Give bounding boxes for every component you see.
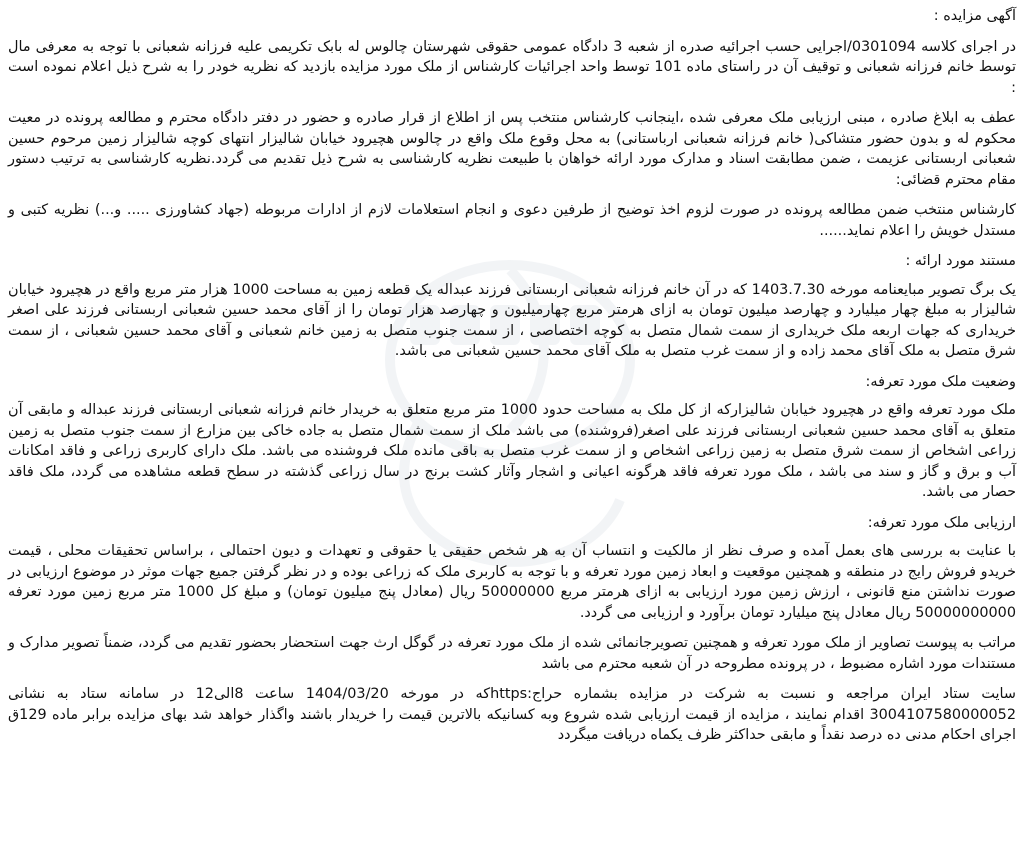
property-status-paragraph: ملک مورد تعرفه واقع در هچیرود خیابان شالیزارکه از کل ملک به مساحت حدود 1000 متر مربع متعلق به خریدار خانم فرزانه شعبانی اربستانی فرزند عبداله و مابقی آن متعلق به آقای محمد حسین شعبانی اربستانی فرزند علی اصغر(فروشنده) می باشد ملک از سمت شمال متصل به جاده خاکی بین مزارع از سمت جنوب متصل به زمین زراعی اشخاص از سمت شرق متصل به زمین زراعی اشخاص و از سمت غرب متصل به باقی مانده ملک فروشنده می باشد. ملک دارای کاربری زراعی و فاقد امکانات آب و برق و گاز و سند می باشد ، ملک مورد تعرفه فاقد هرگونه اعیانی و اشجار وآثار کشت برنج در سال زراعی گذشته در سطح قطعه مشاهده می گردد، ملک فاقد حصار می باشد. xyxy=(8,402,1016,500)
notice-title: آگهی مزایده : xyxy=(933,8,1016,24)
auction-details-paragraph: سایت ستاد ایران مراجعه و نسبت به شرکت در مزایده بشماره حراج:httpsکه در مورخه 1404/03/20 ساعت 8الی12 در سامانه ستاد به نشانی 3004107580000052 اقدام نمایند ، مزایده از قیمت ارزیابی شده شروع وبه کسانیکه بالاترین قیمت را خریدار باشند واگذار خواهد شد بهای مزایده برابر ماده 129ق اجرای احکام مدنی ده درصد نقداً و مابقی حداکثر ظرف یکماه دریافت میگردد xyxy=(8,686,1016,743)
documents-paragraph: یک برگ تصویر مبایعنامه مورخه 1403.7.30 که در آن خانم فرزانه شعبانی اربستانی فرزند عبداله یک قطعه زمین به مساحت 1000 هزار متر مربع واقع در هچیرود خیابان شالیزار به مبلغ چهار میلیارد و چهارصد میلیون تومان به ازای هرمتر مربع چهارمیلیون و چهارصد هزار تومان را از آقای محمد حسین شعبانی اربستانی فرزند علی اصغر خریداری که جهات اربعه ملک خریداری از سمت شمال متصل به کوچه اختصاصی ، از سمت جنوب متصل به زمین خانم شعبانی و آقای محمد حسین شعبانی ، از سمت شرق متصل به ملک آقای محمد زاده و از سمت غرب متصل به ملک آقای محمد حسین شعبانی می باشد. xyxy=(8,281,1016,359)
property-status-heading: وضعیت ملک مورد تعرفه: xyxy=(865,373,1016,390)
court-instruction-paragraph: کارشناس منتخب ضمن مطالعه پرونده در صورت لزوم اخذ توضیح از طرفین دعوی و انجام استعلامات لازم از ادارات مربوطه (جهاد کشاورزی ..... و...) نظریه کتبی و مستدل خویش را اعلام نماید...... xyxy=(8,202,1016,239)
valuation-heading: ارزیابی ملک مورد تعرفه: xyxy=(867,514,1016,531)
notice-intro-paragraph: در اجرای کلاسه 0301094/اجرایی حسب اجرائیه صدره از شعبه 3 دادگاه عمومی حقوقی شهرستان چالوس له بابک تکریمی علیه فرزانه شعبانی با توجه به معرفی مال توسط خانم فرزانه شعبانی و توقیف آن در راستای ماده 101 توسط واحد اجرائیات کارشناس از ملک مورد مزایده بازدید که نظریه خودر را به شرح ذیل اعلام نموده است : xyxy=(8,38,1017,96)
auction-notice-document xyxy=(8,6,1016,861)
expert-assignment-paragraph: عطف به ابلاغ صادره ، مبنی ارزیابی ملک معرفی شده ،اینجانب کارشناس منتخب پس از اطلاع از قرار صادره و حضور در دفتر دادگاه محترم و مطالعه پرونده در معیت محکوم له و بدون حضور متشاکی( خانم فرزانه شعبانی ارباستانی) به محل وقوع ملک واقع در چالوس هچیرود خیابان شالیزار انتهای کوچه شالیزار زمین مرحوم حسین شعبانی اربستانی عزیمت ، ضمن مطابقت اسناد و مدارک مورد ارائه خواهان با طبیعت نظریه کارشناسی به شرح ذیل تقدیم می گردد.نظریه کارشناسی به ترتیب دستور مقام محترم قضائی: xyxy=(8,110,1016,188)
attachments-paragraph: مراتب به پیوست تصاویر از ملک مورد تعرفه و همچنین تصویرجانمائی شده از ملک مورد تعرفه در گوگل ارث جهت استحضار بحضور تقدیم می گردد، ضمناً تصویر مدارک و مستندات مورد اشاره مضبوط ، در پرونده مطروحه در آن شعبه محترم می باشد xyxy=(8,635,1016,672)
documents-heading: مستند مورد ارائه : xyxy=(905,253,1016,269)
valuation-paragraph: با عنایت به بررسی های بعمل آمده و صرف نظر از مالکیت و انتساب آن به هر شخص حقیقی یا حقوقی و تعهدات و دیون احتمالی ، براساس تحقیقات محلی ، قیمت خریدو فروش رایج در منطقه و همچنین موقعیت و ابعاد زمین مورد تعرفه و با توجه به کاربری ملک که زراعی بوده و در نظر گرفتن جمیع جهات موثر در موضوع ارزیابی در صورت نداشتن منع قانونی ، ارزش زمین مورد ارزیابی به ازای هرمتر مربع 50000000 ریال (معادل پنج میلیون تومان) و مبلغ کل 1000 متر مربع زمین مورد تعرفه 50000000000 ریال معادل پنج میلیارد تومان برآورد و ارزیابی می گردد. xyxy=(8,543,1016,621)
